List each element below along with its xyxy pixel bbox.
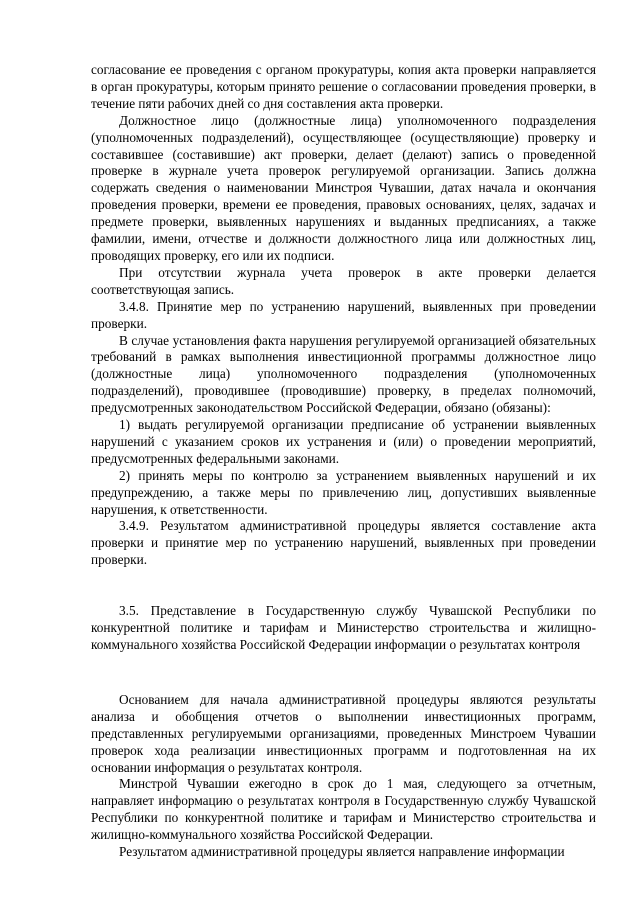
paragraph: 1) выдать регулируемой организации предписание об устранении выявленных нарушений с указанием сроков их устранения и (или) о проведении мероприятий, предусмотренных федеральными законами. [91, 417, 596, 466]
paragraph: Результатом административной процедуры является направление информации [119, 844, 565, 860]
paragraph: Основанием для начала административной процедуры являются результаты анализа и обобщения отчетов о выполнении инвестиционных программ, представленных регулируемыми организациями, проведенных Минстроем Чувашии проверок хода реализации инвестиционных программ и подготовленная на их основании информация о результатах контроля. [91, 691, 596, 775]
paragraph: При отсутствии журнала учета проверок в акте проверки делается соответствующая запись. [91, 264, 596, 297]
top-section [91, 62, 596, 569]
section-heading: 3.5. Представление в Государственную службу Чувашской Республики по конкурентной политике и тарифам и Министерство строительства и жилищно-коммунального хозяйства Российской Федерации информации о результатах контроля [91, 603, 596, 652]
paragraph: 2) принять меры по контролю за устранением выявленных нарушений и их предупреждению, а также меры по привлечению лиц, допустивших выявленные нарушения, к ответственности. [91, 467, 596, 517]
paragraph: В случае установления факта нарушения регулируемой организацией обязательных требований в рамках выполнения инвестиционной программы должностное лицо (должностные лица) уполномоченного подразделения (уполномоченных подразделений), проводившее (проводившие) проверку, в пределах полномочий, предусмотренных законодательством Российской Федерации, обязано (обязаны): [91, 332, 596, 416]
spacer [91, 569, 596, 603]
paragraph: 3.4.9. Результатом административной процедуры является составление акта проверки и принятие мер по устранению нарушений, выявленных при проведении проверки. [91, 518, 596, 568]
paragraph: 3.4.8. Принятие мер по устранению нарушений, выявленных при проведении проверки. [91, 298, 596, 331]
bottom-section [91, 692, 596, 861]
paragraph: Минстрой Чувашии ежегодно в срок до 1 мая, следующего за отчетным, направляет информацию о результатах контроля в Государственную службу Чувашской Республики по конкурентной политике и тарифам и Министерство строительства и жилищно-коммунального хозяйства Российской Федерации. [91, 776, 596, 843]
paragraph: Должностное лицо (должностные лица) уполномоченного подразделения (уполномоченных подразделений), осуществляющее (осуществляющие) проверку и составившее (составившие) акт проверки, делает (делают) запись о проведенной проверке в журнале учета проверок регулируемой организации. Запись должна содержать сведения о наименовании Минстроя Чувашии, датах начала и окончания проведения проверки, времени ее проведения, правовых основаниях, целях, задачах и предмете проверки, выявленных нарушениях и выданных предписаниях, а также фамилии, имени, отчестве и должности должностного лица или должностных лиц, проводящих проверку, его или их подписи. [91, 112, 596, 263]
paragraph: согласование ее проведения с органом прокуратуры, копия акта проверки направляется в орган прокуратуры, которым принято решение о согласовании проведения проверки, в течение пяти рабочих дней со дня составления акта проверки. [91, 62, 596, 111]
spacer [91, 654, 596, 692]
